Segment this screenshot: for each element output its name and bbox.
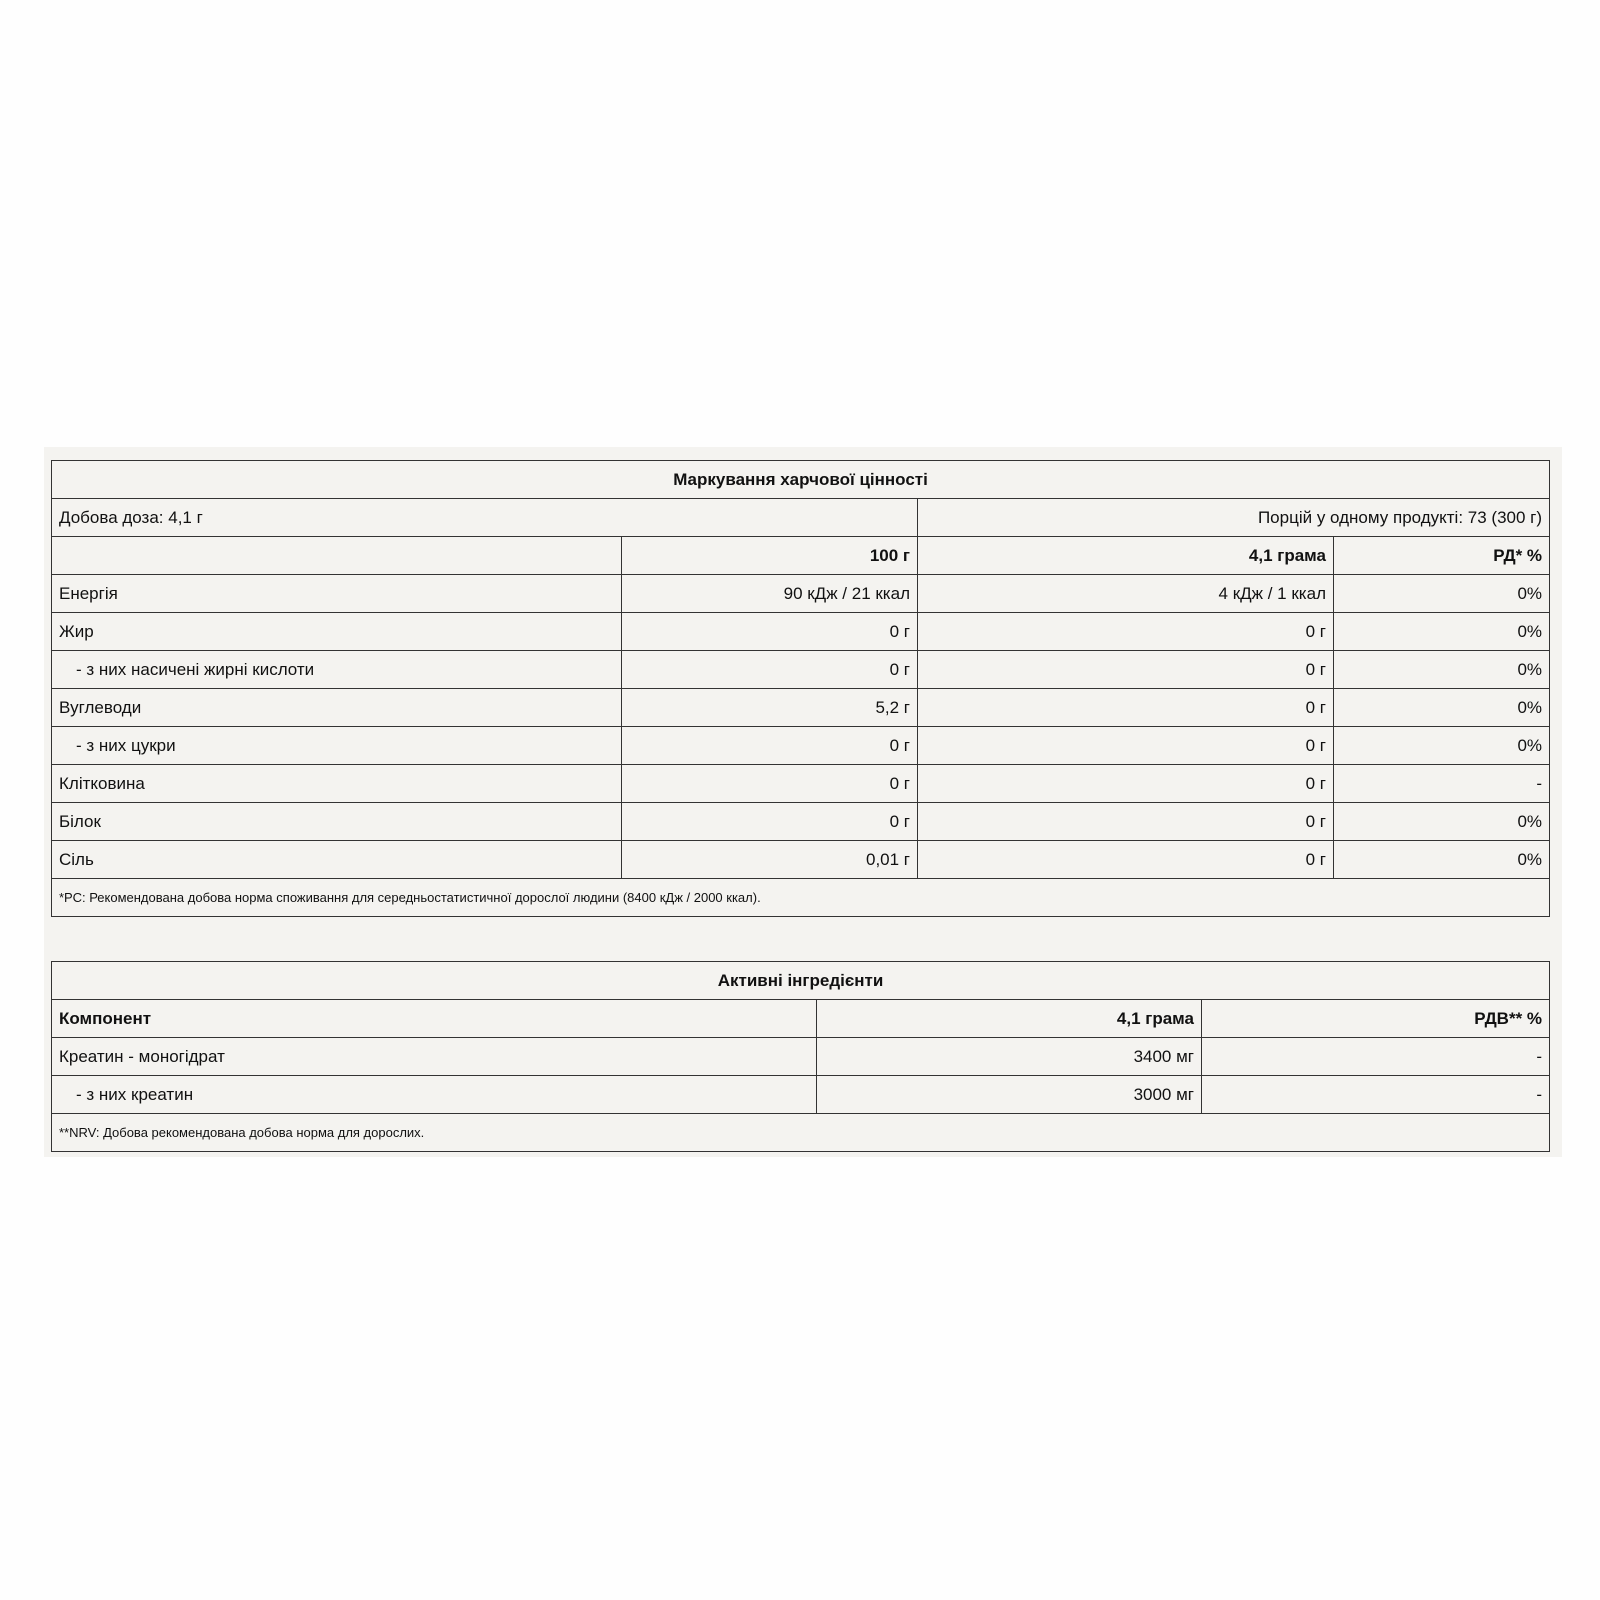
- nutrient-name: Енергія: [52, 575, 622, 613]
- ingredient-name: - з них креатин: [52, 1076, 817, 1114]
- nutrient-name: Клітковина: [52, 765, 622, 803]
- value-percent: 0%: [1334, 803, 1550, 841]
- value-per-100g: 0 г: [622, 803, 918, 841]
- ingredient-amount: 3400 мг: [817, 1038, 1202, 1076]
- ingredient-percent: -: [1202, 1038, 1550, 1076]
- value-per-100g: 0 г: [622, 765, 918, 803]
- nutrition-title: Маркування харчової цінності: [52, 461, 1550, 499]
- header-cell: РДВ** %: [1202, 1000, 1550, 1038]
- nutrition-table: [51, 460, 1550, 917]
- value-per-serving: 0 г: [918, 765, 1334, 803]
- header-cell: 4,1 грама: [918, 537, 1334, 575]
- value-per-serving: 0 г: [918, 727, 1334, 765]
- header-cell: 4,1 грама: [817, 1000, 1202, 1038]
- value-percent: 0%: [1334, 613, 1550, 651]
- value-per-serving: 0 г: [918, 803, 1334, 841]
- value-per-100g: 0 г: [622, 727, 918, 765]
- value-percent: 0%: [1334, 689, 1550, 727]
- nutrition-header-row: [52, 537, 1550, 575]
- header-cell: РД* %: [1334, 537, 1550, 575]
- value-per-serving: 4 кДж / 1 ккал: [918, 575, 1334, 613]
- daily-dose: Добова доза: 4,1 г: [52, 499, 918, 537]
- nutrition-footnote: *РС: Рекомендована добова норма споживання для середньостатистичної дорослої людини (8400 кДж / 2000 ккал).: [52, 879, 1550, 917]
- nutrient-name: - з них насичені жирні кислоти: [52, 651, 622, 689]
- nutrient-name: Білок: [52, 803, 622, 841]
- table-row: [52, 613, 1550, 651]
- ingredient-percent: -: [1202, 1076, 1550, 1114]
- value-per-100g: 0 г: [622, 613, 918, 651]
- nutrient-name: Сіль: [52, 841, 622, 879]
- table-row: [52, 727, 1550, 765]
- table-row: [52, 651, 1550, 689]
- table-row: [52, 575, 1550, 613]
- value-per-serving: 0 г: [918, 613, 1334, 651]
- value-per-serving: 0 г: [918, 651, 1334, 689]
- header-cell: [52, 537, 622, 575]
- value-per-100g: 0,01 г: [622, 841, 918, 879]
- active-ingredients-title: Активні інгредієнти: [52, 962, 1550, 1000]
- value-percent: 0%: [1334, 841, 1550, 879]
- value-per-100g: 5,2 г: [622, 689, 918, 727]
- servings-per-product: Порцій у одному продукті: 73 (300 г): [918, 499, 1550, 537]
- value-percent: 0%: [1334, 727, 1550, 765]
- table-row: [52, 841, 1550, 879]
- ingredient-name: Креатин - моногідрат: [52, 1038, 817, 1076]
- table-row: [52, 765, 1550, 803]
- active-ingredients-table: [51, 961, 1550, 1152]
- value-percent: -: [1334, 765, 1550, 803]
- active-header-row: [52, 1000, 1550, 1038]
- table-row: [52, 1076, 1550, 1114]
- table-row: [52, 803, 1550, 841]
- nutrient-name: - з них цукри: [52, 727, 622, 765]
- header-cell: 100 г: [622, 537, 918, 575]
- header-cell: Компонент: [52, 1000, 817, 1038]
- value-per-100g: 0 г: [622, 651, 918, 689]
- value-percent: 0%: [1334, 651, 1550, 689]
- table-row: [52, 689, 1550, 727]
- value-per-serving: 0 г: [918, 689, 1334, 727]
- value-percent: 0%: [1334, 575, 1550, 613]
- nutrient-name: Жир: [52, 613, 622, 651]
- ingredient-amount: 3000 мг: [817, 1076, 1202, 1114]
- value-per-serving: 0 г: [918, 841, 1334, 879]
- active-footnote: **NRV: Добова рекомендована добова норма для дорослих.: [52, 1114, 1550, 1152]
- nutrient-name: Вуглеводи: [52, 689, 622, 727]
- value-per-100g: 90 кДж / 21 ккал: [622, 575, 918, 613]
- table-row: [52, 1038, 1550, 1076]
